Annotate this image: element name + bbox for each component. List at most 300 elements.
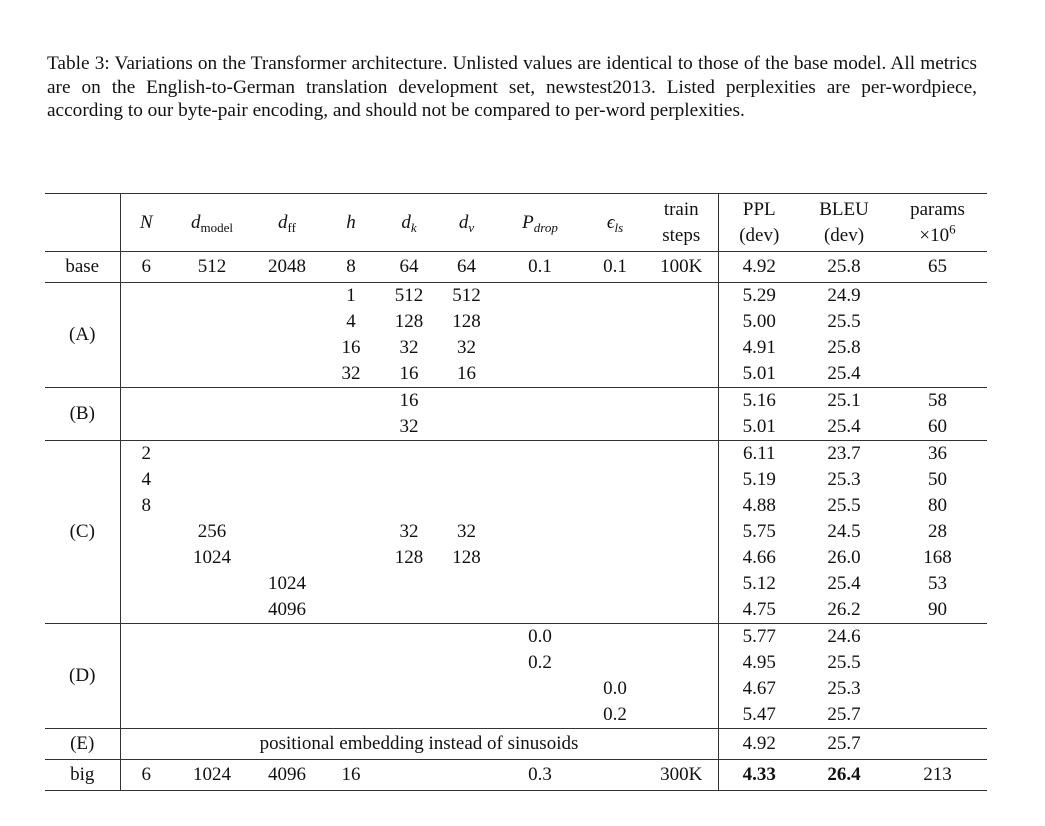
cell-value: 5.19 (742, 469, 776, 490)
table-cell (252, 624, 322, 651)
table-cell (172, 597, 252, 624)
table-cell (495, 624, 585, 651)
table-cell (645, 676, 718, 702)
cell-value: 1024 (268, 573, 306, 594)
table-cell (380, 361, 438, 388)
table-row (45, 252, 987, 283)
cell-value: 4.92 (742, 256, 776, 277)
cell-value: 16 (457, 363, 476, 384)
header-line1: params (910, 198, 965, 220)
table-cell (800, 493, 888, 519)
cell-value: 25.3 (827, 469, 861, 490)
table-cell (322, 467, 380, 493)
cell-value: 5.00 (742, 311, 776, 332)
table-cell (888, 335, 987, 361)
cell-value: 60 (928, 416, 947, 437)
table-cell (888, 729, 987, 760)
cell-value: 24.9 (827, 285, 861, 306)
cell-value: 25.1 (827, 390, 861, 411)
header-cell (380, 194, 438, 252)
table-cell (495, 361, 585, 388)
table-cell (252, 676, 322, 702)
table-cell (800, 702, 888, 729)
table-cell (380, 388, 438, 415)
table-cell (438, 467, 495, 493)
table-cell (585, 335, 645, 361)
table-cell (888, 571, 987, 597)
table-cell (172, 467, 252, 493)
table-cell (495, 493, 585, 519)
table-cell (380, 545, 438, 571)
table-cell (645, 283, 718, 310)
cell-value: 512 (394, 285, 424, 306)
cell-value: 25.5 (827, 311, 861, 332)
cell-value: 32 (457, 521, 476, 542)
header-cell (120, 194, 172, 252)
cell-value: 4.75 (742, 599, 776, 620)
group-b (45, 388, 987, 441)
table-cell (718, 760, 800, 791)
cell-value: 6.11 (742, 443, 776, 464)
table-cell (172, 702, 252, 729)
table-cell (585, 309, 645, 335)
table-cell (718, 676, 800, 702)
table-cell (322, 441, 380, 468)
table-cell (495, 571, 585, 597)
table-cell (888, 467, 987, 493)
table-cell (800, 335, 888, 361)
cell-value: 6 (141, 764, 151, 785)
cell-value: 4.91 (742, 337, 776, 358)
cell-value: 128 (394, 311, 424, 332)
table-cell (888, 283, 987, 310)
cell-value: 25.5 (827, 495, 861, 516)
table-row (45, 283, 987, 310)
cell-value: 256 (197, 521, 227, 542)
table-cell (120, 335, 172, 361)
table-cell (252, 441, 322, 468)
table-row (45, 467, 987, 493)
table-cell (495, 467, 585, 493)
table-cell (322, 309, 380, 335)
cell-value: 36 (928, 443, 947, 464)
cell-value: 4 (346, 311, 356, 332)
table-row (45, 676, 987, 702)
cell-value: 28 (928, 521, 947, 542)
cell-value: 6 (141, 256, 151, 277)
table-row (45, 441, 987, 468)
table-cell (718, 283, 800, 310)
table-cell (645, 702, 718, 729)
table-cell (438, 493, 495, 519)
cell-value: 0.0 (603, 678, 627, 699)
table-cell (438, 624, 495, 651)
cell-value: 1024 (193, 764, 231, 785)
group-e (45, 729, 987, 760)
table-cell (645, 519, 718, 545)
table-cell (172, 650, 252, 676)
cell-value: 32 (341, 363, 361, 384)
table-cell (120, 519, 172, 545)
table-cell (172, 309, 252, 335)
table-cell (645, 545, 718, 571)
header-line1: train (663, 198, 699, 220)
table-cell (718, 441, 800, 468)
table-cell (718, 597, 800, 624)
table-cell (585, 252, 645, 283)
table-cell (888, 414, 987, 441)
table-cell: 4.92 (742, 733, 776, 754)
table-cell (380, 335, 438, 361)
cell-value: 4.67 (742, 678, 776, 699)
table-cell (718, 252, 800, 283)
table-cell (495, 597, 585, 624)
table-cell (645, 388, 718, 415)
table-cell (322, 676, 380, 702)
header-cell (438, 194, 495, 252)
cell-value: 16 (341, 764, 361, 785)
cell-value: 23.7 (827, 443, 861, 464)
table-cell (495, 650, 585, 676)
table-cell (888, 760, 987, 791)
table-cell (645, 335, 718, 361)
group-d (45, 624, 987, 729)
table-cell (172, 519, 252, 545)
table-row (45, 388, 987, 415)
table-cell (172, 283, 252, 310)
header-cell (645, 194, 718, 252)
header-subscript: drop (533, 219, 558, 235)
table-cell (380, 519, 438, 545)
table-row (45, 571, 987, 597)
row-group-label: base (45, 252, 120, 283)
table-cell (438, 414, 495, 441)
row-group-label: (D) (45, 624, 120, 729)
table-cell (380, 702, 438, 729)
table-cell (888, 702, 987, 729)
header-sup: 6 (949, 221, 956, 237)
table-cell (800, 597, 888, 624)
table-cell (322, 388, 380, 415)
header-symbol: P (522, 211, 534, 233)
table-cell (495, 519, 585, 545)
table-cell (718, 388, 800, 415)
cell-value: 64 (399, 256, 419, 277)
table-row (45, 650, 987, 676)
table-cell (888, 361, 987, 388)
cell-value: 0.1 (603, 256, 627, 277)
cell-value: 0.3 (528, 764, 552, 785)
row-span-note: positional embedding instead of sinusoids (120, 729, 718, 760)
table-cell (120, 361, 172, 388)
table-cell (585, 624, 645, 651)
table-cell (172, 624, 252, 651)
cell-value: 32 (457, 337, 476, 358)
table-cell (585, 414, 645, 441)
table-cell (800, 388, 888, 415)
header-cell (495, 194, 585, 252)
header-cell (585, 194, 645, 252)
table-cell (585, 545, 645, 571)
cell-value: 4.33 (742, 764, 776, 785)
cell-value: 50 (928, 469, 947, 490)
table-cell (888, 545, 987, 571)
header-line1: PPL (742, 198, 776, 220)
row-group-label: (C) (45, 441, 120, 624)
cell-value: 25.8 (827, 256, 861, 277)
table-cell (120, 597, 172, 624)
cell-value: 25.7 (827, 704, 861, 725)
table-cell (495, 760, 585, 791)
cell-value: 5.75 (742, 521, 776, 542)
cell-value: 24.5 (827, 521, 861, 542)
table-cell (322, 335, 380, 361)
table-cell (438, 650, 495, 676)
table-cell (585, 571, 645, 597)
table-cell (380, 624, 438, 651)
table-cell (438, 252, 495, 283)
table-cell (645, 624, 718, 651)
table-cell (380, 309, 438, 335)
row-group-label: (B) (45, 388, 120, 441)
header-line2: ×10 (919, 224, 950, 246)
table-cell (172, 676, 252, 702)
table-cell (888, 597, 987, 624)
table-row (45, 309, 987, 335)
table-cell (252, 252, 322, 283)
table-cell (800, 650, 888, 676)
table-cell (172, 335, 252, 361)
table-cell (718, 414, 800, 441)
cell-value: 4.66 (742, 547, 776, 568)
header-symbol: d (278, 211, 288, 233)
table-cell (438, 335, 495, 361)
cell-value: 5.16 (742, 390, 776, 411)
table-cell (252, 361, 322, 388)
cell-value: 0.0 (528, 626, 552, 647)
table-cell (438, 760, 495, 791)
table-cell (252, 309, 322, 335)
table-cell (800, 467, 888, 493)
cell-value: 213 (923, 764, 952, 785)
cell-value: 16 (341, 337, 361, 358)
table-cell (495, 388, 585, 415)
table-row (45, 597, 987, 624)
header-line1: BLEU (819, 198, 869, 220)
cell-value: 1024 (193, 547, 231, 568)
cell-value: 100K (660, 256, 703, 277)
table-cell (718, 702, 800, 729)
header-cell (718, 194, 800, 252)
cell-value: 16 (399, 390, 419, 411)
table-cell (120, 493, 172, 519)
cell-value: 32 (399, 416, 419, 437)
row-group-label: (E) (45, 729, 120, 760)
table-cell (438, 597, 495, 624)
table-cell (585, 676, 645, 702)
table-cell (380, 283, 438, 310)
cell-value: 8 (141, 495, 151, 516)
table-cell (495, 545, 585, 571)
table-cell (718, 650, 800, 676)
table-cell (495, 335, 585, 361)
table-cell (800, 760, 888, 791)
table-cell (718, 335, 800, 361)
cell-value: 0.2 (528, 652, 552, 673)
table-cell (120, 676, 172, 702)
table-cell (252, 650, 322, 676)
table-cell (120, 702, 172, 729)
table-cell (585, 467, 645, 493)
header-row (45, 194, 987, 252)
table-cell (585, 441, 645, 468)
cell-value: 4096 (268, 599, 306, 620)
table-cell (645, 414, 718, 441)
table-cell (718, 571, 800, 597)
table-cell (585, 597, 645, 624)
table-cell (380, 597, 438, 624)
table-row (45, 519, 987, 545)
cell-value: 5.01 (742, 363, 776, 384)
table-cell (172, 760, 252, 791)
cell-value: 5.29 (742, 285, 776, 306)
table-cell (718, 493, 800, 519)
table-cell (888, 441, 987, 468)
table-cell (585, 519, 645, 545)
header-cell (252, 194, 322, 252)
table-cell (252, 388, 322, 415)
table-cell (800, 676, 888, 702)
cell-value: 5.77 (742, 626, 776, 647)
table-cell (645, 571, 718, 597)
cell-value: 25.4 (827, 363, 861, 384)
cell-value: 8 (346, 256, 356, 277)
table-cell (120, 545, 172, 571)
table-cell (718, 467, 800, 493)
table-cell (322, 361, 380, 388)
table-cell (120, 624, 172, 651)
table-row (45, 493, 987, 519)
header-line2: (dev) (823, 224, 865, 246)
table-row (45, 545, 987, 571)
table-cell (800, 309, 888, 335)
table-cell (380, 676, 438, 702)
table-cell (172, 361, 252, 388)
table-cell (380, 441, 438, 468)
table-cell (800, 361, 888, 388)
table-cell (888, 624, 987, 651)
cell-value: 90 (928, 599, 947, 620)
cell-value: 26.4 (827, 764, 861, 785)
table-cell (888, 309, 987, 335)
table-cell (800, 519, 888, 545)
table-cell (380, 493, 438, 519)
table-cell (495, 309, 585, 335)
cell-value: 32 (399, 521, 419, 542)
table-cell (120, 467, 172, 493)
table-cell (120, 283, 172, 310)
group-c (45, 441, 987, 624)
cell-value: 128 (452, 547, 481, 568)
row-group-label: big (45, 760, 120, 791)
table-cell (888, 650, 987, 676)
table-cell (172, 388, 252, 415)
cell-value: 26.0 (827, 547, 861, 568)
table-cell (438, 676, 495, 702)
table-cell (172, 545, 252, 571)
table-cell (645, 252, 718, 283)
cell-value: 0.2 (603, 704, 627, 725)
table-cell (322, 545, 380, 571)
header-symbol: d (458, 211, 469, 233)
header-symbol: ϵ (606, 211, 615, 233)
cell-value: 512 (197, 256, 227, 277)
table-cell (800, 624, 888, 651)
table-row (45, 760, 987, 791)
table-cell (120, 441, 172, 468)
table-cell (585, 760, 645, 791)
header-cell (172, 194, 252, 252)
group-big (45, 760, 987, 791)
cell-value: 0.1 (528, 256, 552, 277)
table-cell (888, 493, 987, 519)
table-cell (800, 545, 888, 571)
header-symbol: h (346, 211, 356, 233)
table-cell (322, 760, 380, 791)
table-cell (252, 283, 322, 310)
table-cell (438, 702, 495, 729)
table-cell (438, 545, 495, 571)
table-cell (252, 545, 322, 571)
cell-value: 53 (928, 573, 947, 594)
cell-value: 65 (928, 256, 947, 277)
table-cell (438, 388, 495, 415)
cell-value: 80 (928, 495, 947, 516)
table-cell (322, 571, 380, 597)
cell-value: 128 (394, 547, 424, 568)
cell-value: 58 (928, 390, 947, 411)
table-cell (645, 650, 718, 676)
table-cell (120, 388, 172, 415)
table-cell (322, 624, 380, 651)
cell-value: 2 (141, 443, 151, 464)
table-cell (120, 571, 172, 597)
table-cell (438, 519, 495, 545)
header-subscript: k (410, 219, 417, 235)
table-cell (252, 597, 322, 624)
table-cell (252, 702, 322, 729)
table-row (45, 729, 987, 760)
table-cell (718, 519, 800, 545)
table-cell (645, 361, 718, 388)
cell-value: 5.01 (742, 416, 776, 437)
cell-value: 1 (346, 285, 356, 306)
table-cell (800, 441, 888, 468)
header-cell (800, 194, 888, 252)
table-cell (252, 760, 322, 791)
table-cell (120, 414, 172, 441)
table-cell (645, 309, 718, 335)
table-cell (585, 493, 645, 519)
table-cell (645, 441, 718, 468)
table-cell (120, 650, 172, 676)
table-cell: 25.7 (827, 733, 861, 754)
table-cell (322, 493, 380, 519)
header-subscript: ls (614, 219, 624, 235)
cell-value: 2048 (268, 256, 306, 277)
table-cell (380, 414, 438, 441)
table-cell (438, 441, 495, 468)
